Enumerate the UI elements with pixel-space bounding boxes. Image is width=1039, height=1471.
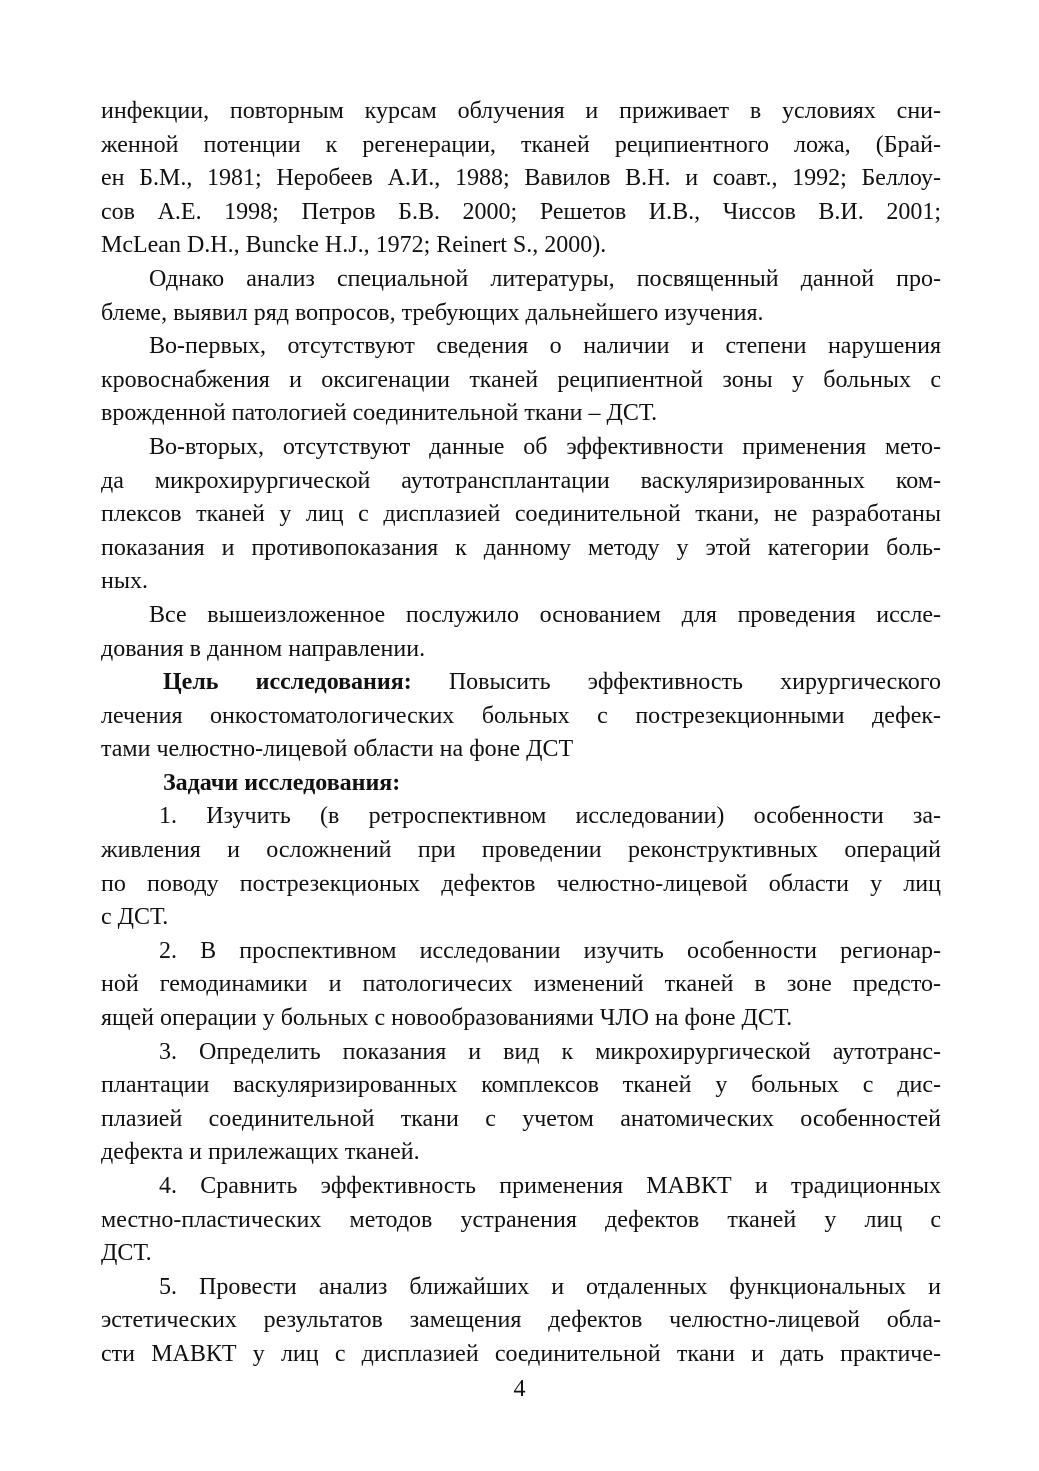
text-line: плазией соединительной ткани с учетом анатомических особенностей: [101, 1105, 941, 1132]
text-line: 4. Сравнить эффективность применения МАВКТ и традиционных: [159, 1173, 941, 1199]
text-line: ДСТ.: [101, 1240, 152, 1267]
text-line: лечения онкостоматологических больных с пострезекционными дефек-: [101, 702, 941, 729]
page-number: 4: [513, 1376, 526, 1402]
text-line: да микрохирургической аутотрансплантации васкуляризированных ком-: [101, 467, 941, 494]
text-line: эстетических результатов замещения дефектов челюстно-лицевой обла-: [101, 1307, 941, 1334]
text-line: кровоснабжения и оксигенации тканей реципиентной зоны у больных с: [101, 366, 941, 393]
paragraph-first: [101, 330, 941, 431]
text-line: ных.: [101, 568, 148, 595]
text-line: дефекта и прилежащих тканей.: [101, 1139, 420, 1166]
text-line: ен Б.М., 1981; Неробеев А.И., 1988; Вавилов В.Н. и соавт., 1992; Беллоу-: [101, 165, 941, 192]
text-line: инфекции, повторным курсам облучения и приживает в условиях сни-: [101, 98, 941, 124]
section-heading: Задачи исследования:: [163, 769, 401, 796]
text-line: ной гемодинамики и патологичесих изменений тканей в зоне предсто-: [101, 971, 941, 998]
text-line: McLean D.H., Buncke H.J., 1972; Reinert S., 2000).: [101, 232, 607, 259]
text-line: Однако анализ специальной литературы, посвященный данной про-: [149, 265, 941, 292]
goal-text: Повысить эффективность хирургического: [411, 669, 941, 696]
text-line: дования в данном направлении.: [101, 635, 426, 662]
paragraph-goal: [101, 666, 941, 767]
task-item-2: [101, 935, 941, 1036]
text-line: 3. Определить показания и вид к микрохирургической аутотранс-: [159, 1038, 941, 1065]
text-line: [101, 666, 941, 700]
text-line: 1. Изучить (в ретроспективном исследовании) особенности за-: [159, 803, 941, 830]
text-line: 2. В проспективном исследовании изучить особенности регионар-: [159, 937, 941, 964]
text-line: местно-пластических методов устранения дефектов тканей у лиц с: [101, 1206, 941, 1233]
text-line: живления и осложнений при проведении реконструктивных операций: [101, 837, 941, 864]
text-line: плексов тканей у лиц с дисплазией соединительной ткани, не разработаны: [101, 501, 941, 528]
paragraph-analysis: [101, 263, 941, 330]
text-line: плантации васкуляризированных комплексов тканей у больных с дис-: [101, 1072, 941, 1099]
text-line: женной потенции к регенерации, тканей реципиентного ложа, (Брай-: [101, 131, 941, 158]
text-line: Во-вторых, отсутствуют данные об эффективности применения мето-: [149, 433, 941, 460]
text-line: сти МАВКТ у лиц с дисплазией соединительной ткани и дать практиче-: [101, 1340, 941, 1367]
text-line: ящей операции у больных с новообразованиями ЧЛО на фоне ДСТ.: [101, 1005, 793, 1032]
tasks-heading: [101, 767, 941, 801]
text-line: показания и противопоказания к данному методу у этой категории боль-: [101, 534, 941, 561]
text-line: с ДСТ.: [101, 904, 169, 931]
paragraph-literature-refs: [101, 95, 941, 263]
text-line: по поводу пострезекционых дефектов челюстно-лицевой области у лиц: [101, 870, 941, 897]
task-item-5: [101, 1271, 941, 1372]
text-line: Во-первых, отсутствуют сведения о наличии и степени нарушения: [149, 333, 941, 360]
text-line: 5. Провести анализ ближайших и отдаленных функциональных и: [159, 1273, 941, 1300]
text-line: блеме, выявил ряд вопросов, требующих дальнейшего изучения.: [101, 299, 764, 326]
document-page: [101, 95, 941, 1372]
paragraph-second: [101, 431, 941, 599]
task-item-1: [101, 800, 941, 934]
text-line: врожденной патологией соединительной ткани – ДСТ.: [101, 400, 658, 427]
text-line: Все вышеизложенное послужило основанием для проведения иссле-: [149, 601, 941, 628]
paragraph-basis: [101, 599, 941, 666]
task-item-4: [101, 1170, 941, 1271]
task-item-3: [101, 1036, 941, 1170]
text-line: сов А.Е. 1998; Петров Б.В. 2000; Решетов И.В., Чиссов В.И. 2001;: [101, 198, 941, 225]
text-line: тами челюстно-лицевой области на фоне ДСТ: [101, 736, 574, 763]
goal-label: Цель исследования:: [163, 669, 412, 696]
